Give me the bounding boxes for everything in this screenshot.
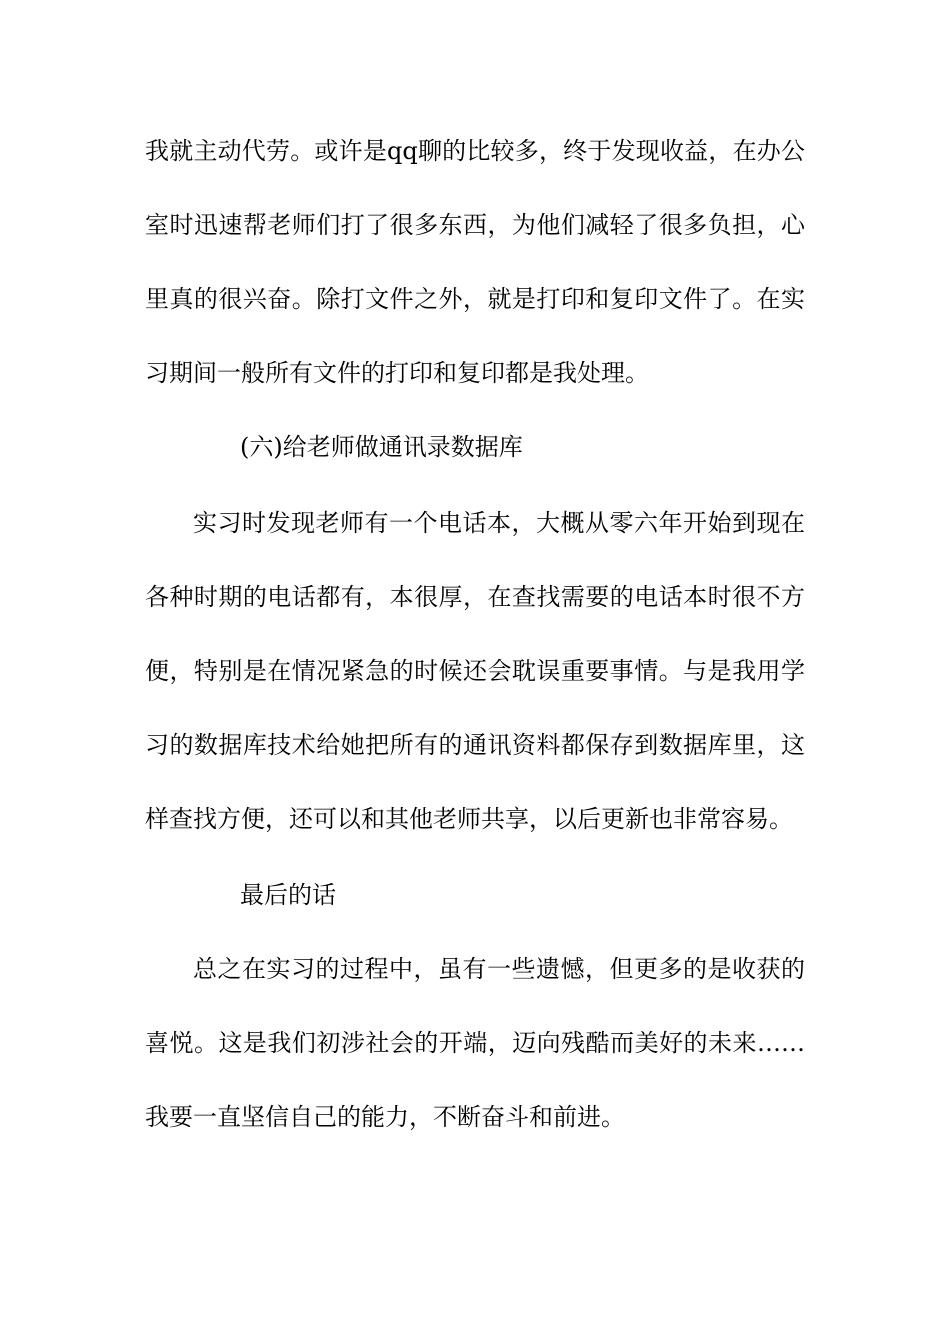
- paragraph-1-line-3: 里真的很兴奋。除打文件之外，就是打印和复印文件了。在实: [145, 285, 805, 313]
- paragraph-1-line-2: 室时迅速帮老师们打了很多东西，为他们减轻了很多负担，心: [145, 211, 805, 239]
- paragraph-3-line-3: 我要一直坚信自己的能力，不断奋斗和前进。: [145, 1103, 625, 1131]
- paragraph-2-line-2: 各种时期的电话都有，本很厚，在查找需要的电话本时很不方: [145, 583, 805, 611]
- paragraph-3-line-1: 总之在实习的过程中，虽有一些遗憾，但更多的是收获的: [193, 955, 805, 983]
- paragraph-2-line-5: 样查找方便，还可以和其他老师共享，以后更新也非常容易。: [145, 805, 793, 833]
- paragraph-3-line-2: 喜悦。这是我们初涉社会的开端，迈向残酷而美好的未来……: [145, 1029, 805, 1057]
- section-heading-final: 最后的话: [240, 881, 336, 909]
- paragraph-2-line-4: 习的数据库技术给她把所有的通讯资料都保存到数据库里，这: [145, 731, 805, 759]
- paragraph-1-line-4: 习期间一般所有文件的打印和复印都是我处理。: [145, 359, 649, 387]
- paragraph-1-line-1: 我就主动代劳。或许是qq聊的比较多，终于发现收益，在办公: [145, 137, 805, 165]
- section-heading-6: (六)给老师做通讯录数据库: [240, 433, 523, 461]
- paragraph-2-line-1: 实习时发现老师有一个电话本，大概从零六年开始到现在: [193, 509, 805, 537]
- paragraph-2-line-3: 便，特别是在情况紧急的时候还会耽误重要事情。与是我用学: [145, 657, 805, 685]
